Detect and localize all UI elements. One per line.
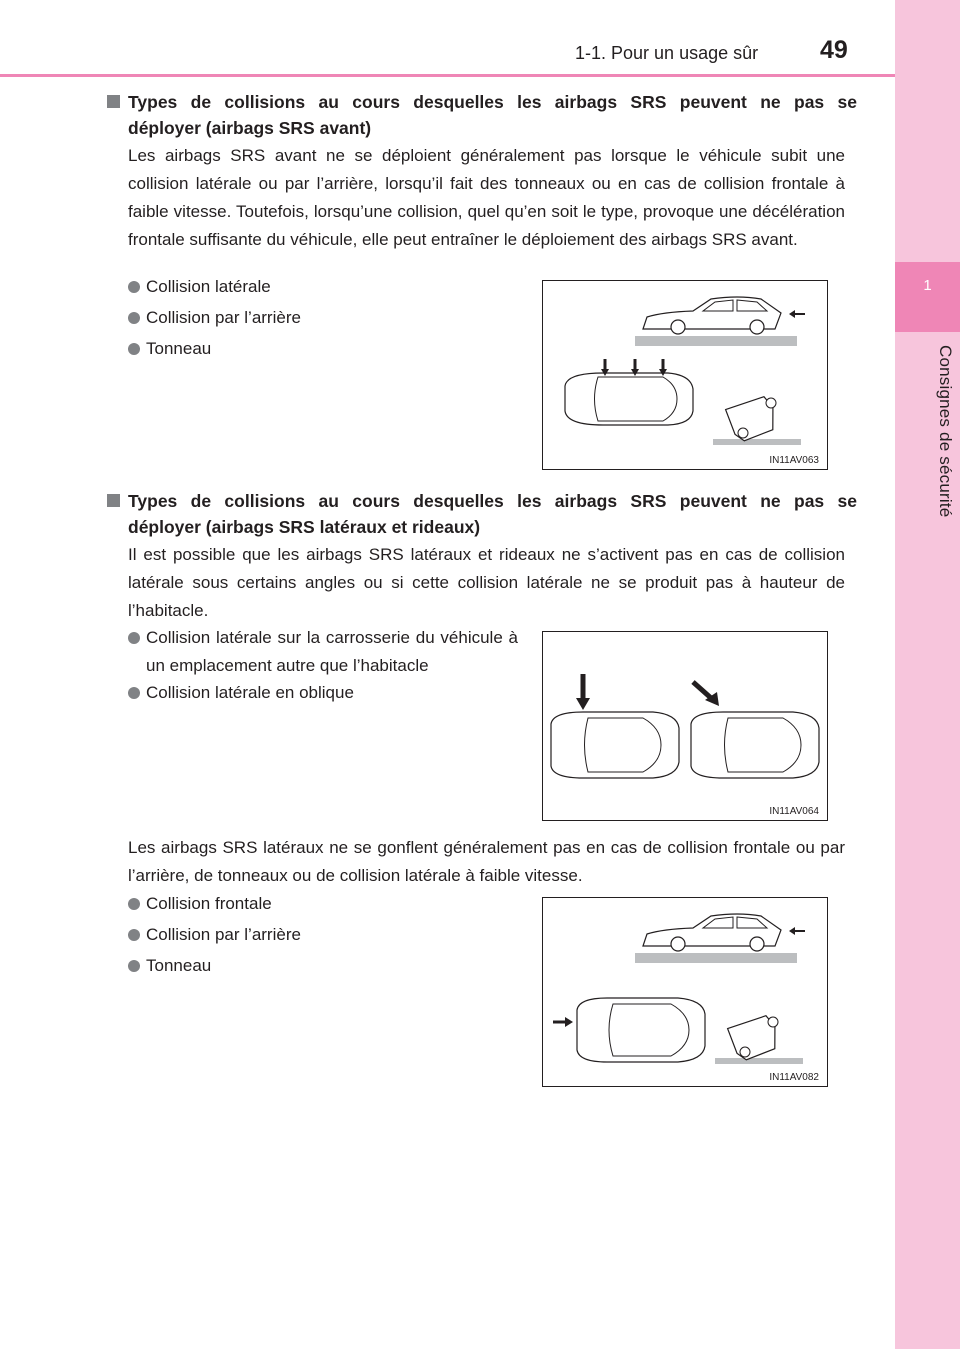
paragraph-front-airbags: Les airbags SRS avant ne se déploient généralement pas lorsque le véhicule subit une collision latérale ou par l’arrière, lorsqu’il fait des tonneaux ou en cas de collision frontale à faible vitesse. Toutefois, lorsqu’une collision, quel qu’en soit le type, provoque une décélération frontale suffisante du véhicule, elle peut entraîner le déploiement des airbags SRS avant. — [128, 146, 845, 249]
list-item: Collision latérale sur la carrosserie du véhicule à un emplacement autre que l’habitacle — [128, 624, 518, 680]
figure-code: IN11AV063 — [769, 455, 819, 466]
section-heading-front-airbags: Types de collisions au cours desquelles les airbags SRS peuvent ne pas se déployer (airbags SRS avant) — [107, 89, 857, 141]
paragraph-side-airbags: Il est possible que les airbags SRS latéraux et rideaux ne s’activent pas en cas de collision latérale sous certains angles ou si cette collision latérale ne se produit pas à hauteur de l’habitacle. — [128, 545, 845, 620]
list-item: Collision frontale — [128, 890, 272, 918]
figure-code: IN11AV082 — [769, 1072, 819, 1083]
list-item: Collision par l’arrière — [128, 921, 301, 949]
list-item: Collision par l’arrière — [128, 304, 301, 332]
bullet-icon — [128, 929, 140, 941]
car-illustration — [543, 632, 827, 820]
car-illustration — [543, 898, 827, 1086]
figure-side-airbag-no-deploy — [542, 897, 828, 1087]
list-item: Collision latérale en oblique — [128, 679, 354, 707]
bullet-icon — [128, 632, 140, 644]
side-band — [895, 0, 960, 1349]
heading-square-icon — [107, 494, 120, 507]
bullet-icon — [128, 343, 140, 355]
bullet-icon — [128, 960, 140, 972]
list-item: Tonneau — [128, 952, 211, 980]
chapter-tab — [895, 262, 960, 332]
bullet-icon — [128, 281, 140, 293]
bullet-icon — [128, 898, 140, 910]
heading-square-icon — [107, 95, 120, 108]
chapter-label: Consignes de sécurité — [936, 345, 955, 518]
header-section-title: 1-1. Pour un usage sûr — [575, 43, 759, 63]
bullet-icon — [128, 312, 140, 324]
header-rule — [0, 74, 895, 77]
section-heading-side-airbags: Types de collisions au cours desquelles les airbags SRS peuvent ne pas se déployer (airbags SRS latéraux et rideaux) — [107, 488, 857, 540]
figure-side-airbag-collisions — [542, 631, 828, 821]
list-item: Collision latérale — [128, 273, 271, 301]
list-item: Tonneau — [128, 335, 211, 363]
chapter-number: 1 — [923, 277, 932, 294]
bullet-icon — [128, 687, 140, 699]
figure-front-airbag-collisions — [542, 280, 828, 470]
car-illustration — [543, 281, 827, 469]
figure-code: IN11AV064 — [769, 806, 819, 817]
page-number: 49 — [820, 36, 848, 64]
paragraph-side-airbags-2: Les airbags SRS latéraux ne se gonflent généralement pas en cas de collision frontale ou par l’arrière, de tonneaux ou de collision latérale à faible vitesse. — [128, 838, 845, 885]
